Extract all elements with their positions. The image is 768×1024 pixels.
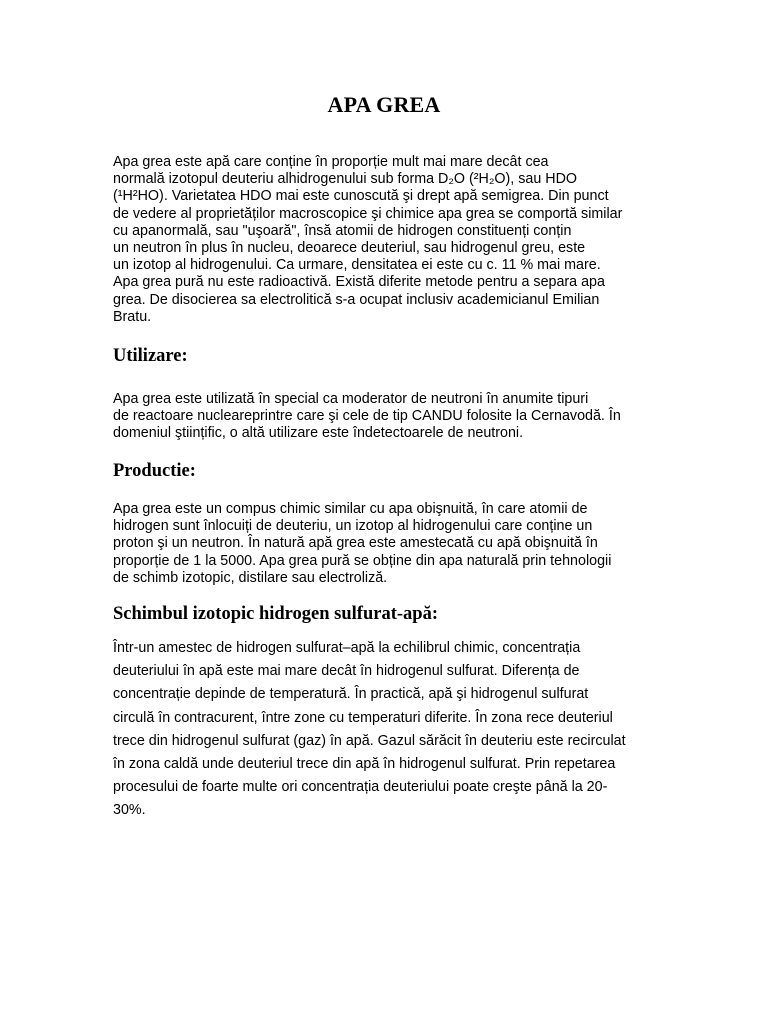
text-line: Apa grea este utilizată în special ca moderator de neutroni în anumite tipuri: [113, 391, 589, 407]
text-line: de schimb izotopic, distilare sau electroliză.: [113, 569, 388, 586]
text-line: (¹H²HO). Varietatea HDO mai este cunoscută şi drept apă semigrea. Din punct: [113, 188, 609, 205]
text-line: hidrogen sunt înlocuiți de deuteriu, un izotop al hidrogenului care conține un: [113, 518, 593, 535]
text-line: în zona caldă unde deuteriul trece din apă în hidrogenul sulfurat. Prin repetarea: [113, 756, 616, 773]
text-line: cu apanormală, sau "uşoară", însă atomii de hidrogen constituenți conțin: [113, 222, 572, 239]
text-line: grea. De disocierea sa electrolitică s-a ocupat inclusiv academicianul Emilian: [113, 291, 600, 308]
text-line: deuteriului în apă este mai mare decât în hidrogenul sulfurat. Diferența de: [113, 663, 580, 680]
text-line: Într-un amestec de hidrogen sulfurat–apă la echilibrul chimic, concentrația: [113, 640, 581, 656]
section-heading-utilizare: Utilizare:: [113, 346, 188, 366]
text-line: concentrație depinde de temperatură. În practică, apă şi hidrogenul sulfurat: [113, 686, 589, 703]
text-line: proton şi un neutron. În natură apă grea este amestecată cu apă obişnuită în: [113, 535, 598, 552]
text-line: de vedere al proprietăților macroscopice şi chimice apa grea se comportă similar: [113, 205, 623, 222]
text-line: trece din hidrogenul sulfurat (gaz) în apă. Gazul sărăcit în deuteriu este recirculat: [113, 732, 626, 749]
section-heading-schimb-izotopic: Schimbul izotopic hidrogen sulfurat-apă:: [113, 604, 438, 624]
text-line: domeniul ştiințific, o altă utilizare este îndetectoarele de neutroni.: [113, 425, 524, 442]
text-line: Apa grea este apă care conține în proporție mult mai mare decât cea: [113, 154, 549, 170]
text-line: normală izotopul deuteriu alhidrogenului sub forma D₂O (²H₂O), sau HDO: [113, 171, 578, 188]
text-line: un izotop al hidrogenului. Ca urmare, densitatea ei este cu c. 11 % mai mare.: [113, 257, 601, 274]
text-line: Apa grea pură nu este radioactivă. Există diferite metode pentru a separa apa: [113, 274, 605, 291]
page-title: APA GREA: [327, 92, 441, 117]
text-line: de reactoare nucleareprintre care şi cele de tip CANDU folosite la Cernavodă. În: [113, 408, 621, 425]
utilizare-paragraph: [113, 391, 621, 443]
text-line: procesului de foarte multe ori concentrația deuteriului poate creşte până la 20-: [113, 779, 608, 796]
text-line: un neutron în plus în nucleu, deoarece deuteriul, sau hidrogenul greu, este: [113, 240, 586, 257]
text-line: Bratu.: [113, 308, 152, 325]
text-line: 30%.: [113, 802, 146, 819]
intro-paragraph: [113, 154, 622, 326]
schimb-izotopic-paragraph: [113, 637, 626, 823]
section-heading-productie: Productie:: [113, 461, 196, 481]
productie-paragraph: [113, 501, 611, 587]
text-line: circulă în contracurent, între zone cu temperaturi diferite. În zona rece deuteriul: [113, 709, 613, 726]
text-line: Apa grea este un compus chimic similar cu apa obişnuită, în care atomii de: [113, 501, 588, 517]
text-line: proporție de 1 la 5000. Apa grea pură se obține din apa naturală prin tehnologii: [113, 552, 612, 569]
